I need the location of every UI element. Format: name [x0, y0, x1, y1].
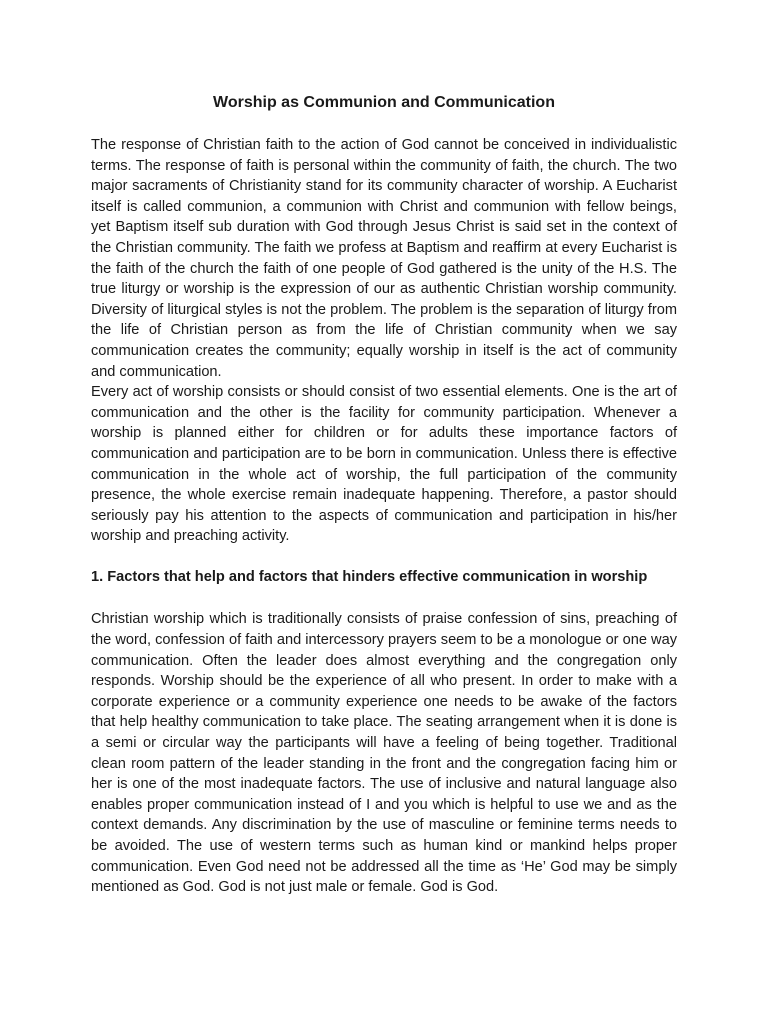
- section-1-paragraph: Christian worship which is traditionally consists of praise confession of sins, preaching of the word, confession of faith and intercessory prayers seem to be a monologue or one way communication. Often the leader does almost everything and the congregation only responds. Worship should be the experience of all who present. In order to make with a corporate experience or a community experience one needs to be awake of the factors that help healthy communication to take place. The seating arrangement when it is done is a semi or circular way the participants will have a feeling of being together. Traditional clean room pattern of the leader standing in the front and the congregation facing him or her is one of the most inadequate factors. The use of inclusive and natural language also enables proper communication instead of I and you which is helpful to use we and as the context demands. Any discrimination by the use of masculine or feminine terms needs to be avoided. The use of western terms such as human kind or mankind helps proper communication. Even God need not be addressed all the time as ‘He’ God may be simply mentioned as God. God is not just male or female. God is God.: [91, 611, 677, 896]
- intro-paragraph-1: The response of Christian faith to the action of God cannot be conceived in individualistic terms. The response of faith is personal within the community of faith, the church. The two major sacraments of Christianity stand for its community character of worship. A Eucharist itself is called communion, a communion with Christ and communion with fellow beings, yet Baptism itself sub duration with God through Jesus Christ is said set in the context of the Christian community. The faith we profess at Baptism and reaffirm at every Eucharist is the faith of the church the faith of one people of God gathered is the unity of the H.S. The true liturgy or worship is the expression of our as authentic Christian worship community. Diversity of liturgical styles is not the problem. The problem is the separation of liturgy from the life of Christian person as from the life of Christian community when we say communication creates the community; equally worship in itself is the act of community and communication.: [91, 137, 677, 380]
- intro-paragraph-2: Every act of worship consists or should consist of two essential elements. One is the art of communication and the other is the facility for community participation. Whenever a worship is planned either for children or for adults these importance factors of communication and participation are to be born in communication. Unless there is effective communication in the whole act of worship, the full participation of the community presence, the whole exercise remain inadequate happening. Therefore, a pastor should seriously pay his attention to the aspects of communication and participation in his/her worship and preaching activity.: [91, 384, 677, 545]
- document-title: Worship as Communion and Communication: [213, 94, 555, 111]
- document-page: [91, 92, 677, 898]
- section-1-heading: 1. Factors that help and factors that hinders effective communication in worship: [91, 568, 648, 585]
